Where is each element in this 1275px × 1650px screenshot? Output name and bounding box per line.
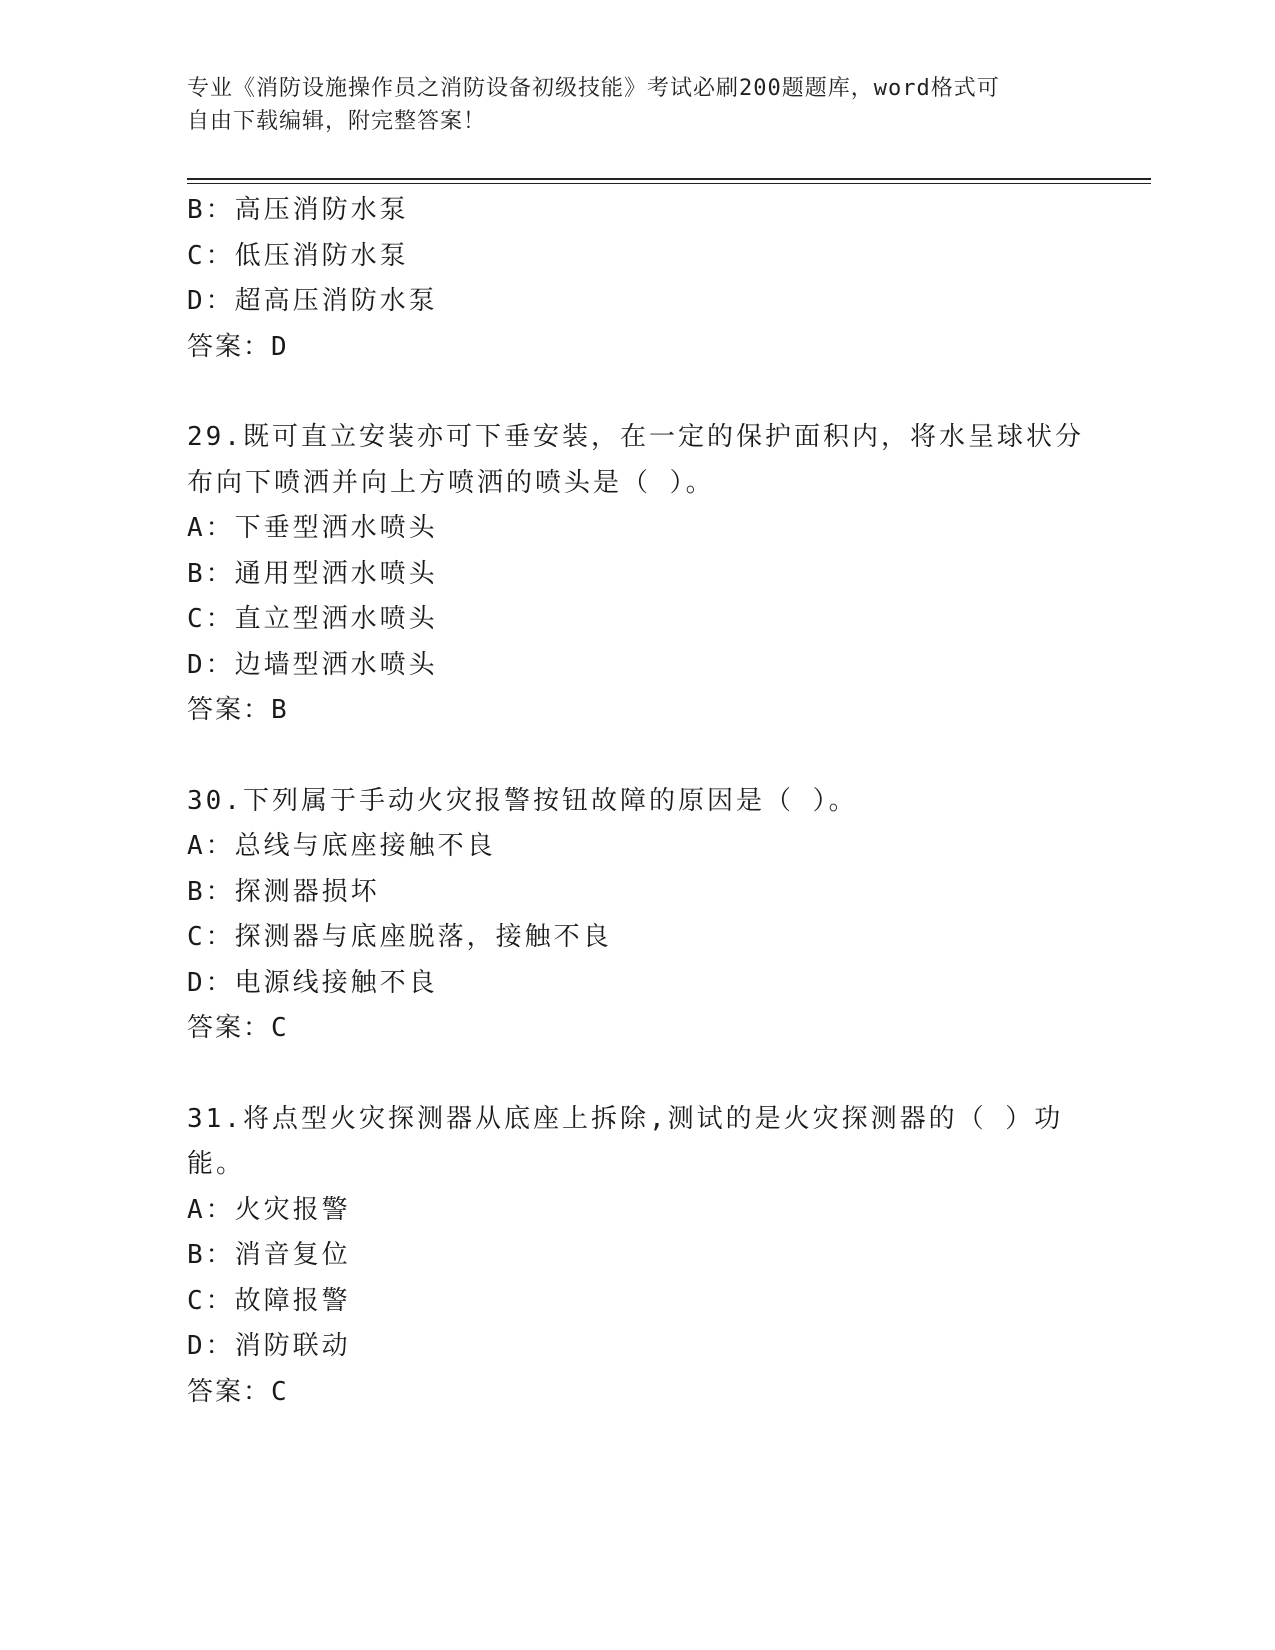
question-text: 能。 (187, 1149, 246, 1179)
answer-line: 答案：B (187, 695, 289, 725)
option-b: B：消音复位 (187, 1240, 351, 1270)
question-31 (187, 1097, 1087, 1416)
header-divider (187, 178, 1151, 180)
option-c: C：探测器与底座脱落，接触不良 (187, 922, 612, 952)
document-header (187, 72, 1067, 138)
option-d: D：电源线接触不良 (187, 967, 438, 998)
question-text: 29.既可直立安装亦可下垂安装，在一定的保护面积内，将水呈球状分 (187, 422, 1084, 452)
option-a: A：下垂型洒水喷头 (187, 513, 438, 543)
answer-line: 答案：C (187, 1013, 289, 1043)
option-c: C：直立型洒水喷头 (187, 604, 438, 634)
question-list (187, 188, 1087, 1415)
header-divider-thin (187, 183, 1151, 184)
option-a: A：火灾报警 (187, 1194, 351, 1225)
option-c: C：故障报警 (187, 1285, 351, 1316)
header-line-2: 自由下载编辑，附完整答案！ (187, 109, 487, 134)
question-text: 30.下列属于手动火灾报警按钮故障的原因是（ ）。 (187, 785, 858, 816)
question-29 (187, 415, 1087, 734)
answer-line: 答案：C (187, 1376, 289, 1407)
header-line-1: 专业《消防设施操作员之消防设备初级技能》考试必刷200题题库，word格式可 (187, 76, 1000, 101)
option-d: D：边墙型洒水喷头 (187, 649, 438, 680)
question-text: 布向下喷洒并向上方喷洒的喷头是（ ）。 (187, 467, 715, 498)
option-d: D：消防联动 (187, 1331, 351, 1361)
option-d: D：超高压消防水泵 (187, 286, 438, 316)
answer-line: 答案：D (187, 331, 289, 362)
option-c: C：低压消防水泵 (187, 240, 409, 271)
option-b: B：通用型洒水喷头 (187, 558, 438, 589)
option-b: B：高压消防水泵 (187, 195, 409, 225)
question-30 (187, 779, 1087, 1052)
question-text: 31.将点型火灾探测器从底座上拆除,测试的是火灾探测器的（ ）功 (187, 1103, 1064, 1134)
option-b: B：探测器损坏 (187, 876, 380, 907)
question-28-continued (187, 188, 1087, 370)
option-a: A：总线与底座接触不良 (187, 831, 496, 861)
